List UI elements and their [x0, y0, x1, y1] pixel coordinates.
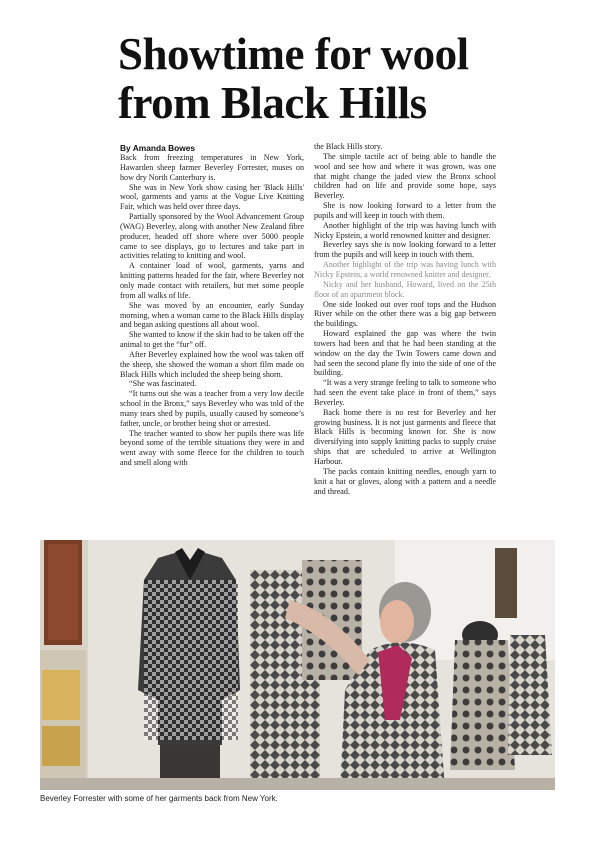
- paragraph: the Black Hills story.: [314, 142, 383, 151]
- photo-caption: Beverley Forrester with some of her garments back from New York.: [40, 794, 278, 803]
- headline-line-2: from Black Hills: [118, 78, 427, 128]
- photo-box: [42, 670, 80, 720]
- photo-picture-frame: [495, 548, 517, 618]
- paragraph: Back home there is no rest for Beverley and her growing business. It is not just garments and fleece that Black Hills is becoming known for. She is now diversifying into supply knitting packs to supply cruise ships that are scheduled to arrive at Wellington Harbour.: [314, 407, 496, 466]
- paragraph-faded: Nicky and her husband, Howard, lived on the 25th floor of an apartment block.: [314, 279, 496, 299]
- headline: [118, 30, 498, 128]
- article-column-left: [120, 143, 304, 468]
- paragraph: She is now looking forward to a letter from the pupils and will keep in touch with them.: [314, 201, 496, 220]
- paragraph: Beverley says she is now looking forward to a letter from the pupils and will keep in touch with them.: [314, 240, 496, 260]
- paragraph: The simple tactile act of being able to handle the wool and see how and where it was grown, was one that might change the jaded view the Bronx school children had on life and provide some hope, says Beverley.: [314, 151, 496, 201]
- paragraph: She was moved by an encounter, early Sunday morning, when a woman came to the Black Hills display and began asking questions all about wool.: [120, 300, 304, 330]
- paragraph-faded: Another highlight of the trip was having lunch with Nicky Epstein, a world renowned knitter and designer.: [314, 260, 496, 279]
- paragraph: “She was fascinated.: [129, 379, 197, 389]
- paragraph: After Beverley explained how the wool was taken off the sheep, she showed the woman a short film made on Black Hills which included the sheep being shorn.: [120, 349, 304, 379]
- paragraph: The teacher wanted to show her pupils there was life beyond some of the terrible situations they were in and went away with some fleece for the children to touch and smell along with: [120, 428, 304, 468]
- photo-mannequin-garment: [450, 640, 515, 770]
- byline: By Amanda Bowes: [120, 143, 196, 153]
- article-photo: [40, 540, 555, 790]
- paragraph: Another highlight of the trip was having lunch with Nicky Epstein, a world renowned knitter and designer.: [314, 220, 496, 240]
- paragraph: She was in New York show casing her 'Black Hills' wool, garments and yarns at the Vogue Live Knitting Fair, which was held over three days.: [120, 182, 304, 212]
- article-column-right: [314, 142, 496, 496]
- paragraph: She wanted to know if the skin had to be taken off the animal to get the “fur” off.: [120, 330, 304, 350]
- paragraph: Back from freezing temperatures in New York, Hawarden sheep farmer Beverley Forrester, muses on how dry North Canterbury is.: [120, 153, 304, 182]
- paragraph: “It turns out she was a teacher from a very low decile school in the Bronx,” says Beverley who was told of the many tears shed by pupils, usually caused by someone’s father, uncle, or brother being shot or arrested.: [120, 389, 304, 428]
- photo-houndstooth-pattern: [144, 580, 238, 740]
- paragraph: “It was a very strange feeling to talk to someone who had seen the event take place in front of them,” says Beverley.: [314, 378, 496, 407]
- paragraph: One side looked out over roof tops and the Hudson River while on the other there was a big gap between the buildings.: [314, 299, 496, 329]
- headline-line-1: Showtime for wool: [118, 29, 469, 79]
- paragraph: The packs contain knitting needles, enough yarn to knit a hat or gloves, along with a pattern and a needle and thread.: [314, 466, 496, 496]
- paragraph: Howard explained the gap was where the twin towers had been and that he had been standing at the window on the day the Twin Towers came down and had seen the second plane fly into the side of one of the building.: [314, 329, 496, 378]
- paragraph: A container load of wool, garments, yarns and knitting patterns headed for the fair, where Beverley not only made contact with retailers, but met some people from all walks of life.: [120, 261, 304, 300]
- paragraph: Partially sponsored by the Wool Advancement Group (WAG) Beverley, along with another New Zealand fibre producer, headed off shore where over 5000 people came to see displays, go to lectures and take part in activities relating to knitting and wool.: [120, 212, 304, 261]
- photo-woman-face: [380, 600, 414, 644]
